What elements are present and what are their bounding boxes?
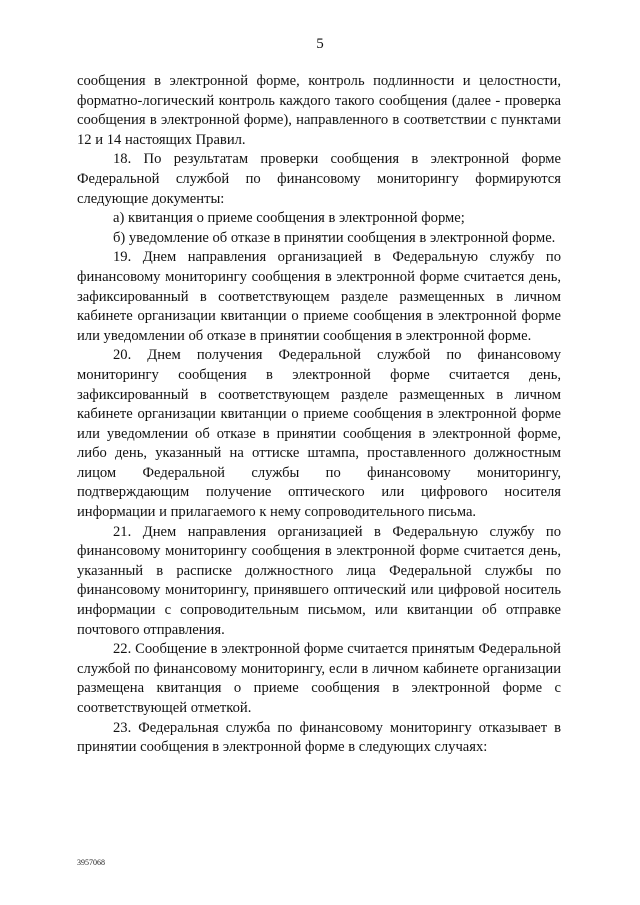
document-code: 3957068 bbox=[77, 858, 105, 867]
paragraph-18: 18. По результатам проверки сообщения в электронной форме Федеральной службой по финансовому мониторингу формируются следующие документы: bbox=[77, 151, 561, 207]
paragraph-21: 21. Днем направления организацией в Федеральную службу по финансовому мониторингу сообщения в электронной форме считается день, указанный в расписке должностного лица Федеральной службы по финансовому мониторингу, принявшего оптический или цифровой носитель информации с сопроводительным письмом, или квитанции об отправке почтового отправления. bbox=[77, 523, 561, 638]
document-body bbox=[77, 72, 561, 758]
paragraph-continuation: сообщения в электронной форме, контроль подлинности и целостности, форматно-логический контроль каждого такого сообщения (далее - проверка сообщения в электронной форме), направленного в соответствии с пунктами 12 и 14 настоящих Правил. bbox=[77, 73, 561, 148]
paragraph-23: 23. Федеральная служба по финансовому мониторингу отказывает в принятии сообщения в электронной форме в следующих случаях: bbox=[77, 719, 561, 756]
paragraph-18-item-a: а) квитанция о приеме сообщения в электронной форме; bbox=[113, 210, 465, 227]
paragraph-19: 19. Днем направления организацией в Федеральную службу по финансовому мониторингу сообщения в электронной форме считается день, зафиксированный в соответствующем разделе размещенных в личном кабинете организации квитанции о приеме сообщения в электронной форме или уведомлении об отказе в принятии сообщения в электронной форме. bbox=[77, 249, 561, 344]
paragraph-20: 20. Днем получения Федеральной службой по финансовому мониторингу сообщения в электронной форме считается день, зафиксированный в соответствующем разделе размещенных в личном кабинете организации квитанции о приеме сообщения в электронной форме или уведомлении об отказе в принятии сообщения в электронной форме, либо день, указанный на оттиске штампа, проставленного должностным лицом Федеральной службы по финансовому мониторингу, подтверждающим получение оптического или цифрового носителя информации и прилагаемого к нему сопроводительного письма. bbox=[77, 347, 561, 521]
paragraph-22: 22. Сообщение в электронной форме считается принятым Федеральной службой по финансовому мониторингу, если в личном кабинете организации размещена квитанция о приеме сообщения в электронной форме с соответствующей отметкой. bbox=[77, 641, 561, 716]
page-number: 5 bbox=[316, 36, 324, 52]
paragraph-18-item-b: б) уведомление об отказе в принятии сообщения в электронной форме. bbox=[113, 229, 556, 246]
